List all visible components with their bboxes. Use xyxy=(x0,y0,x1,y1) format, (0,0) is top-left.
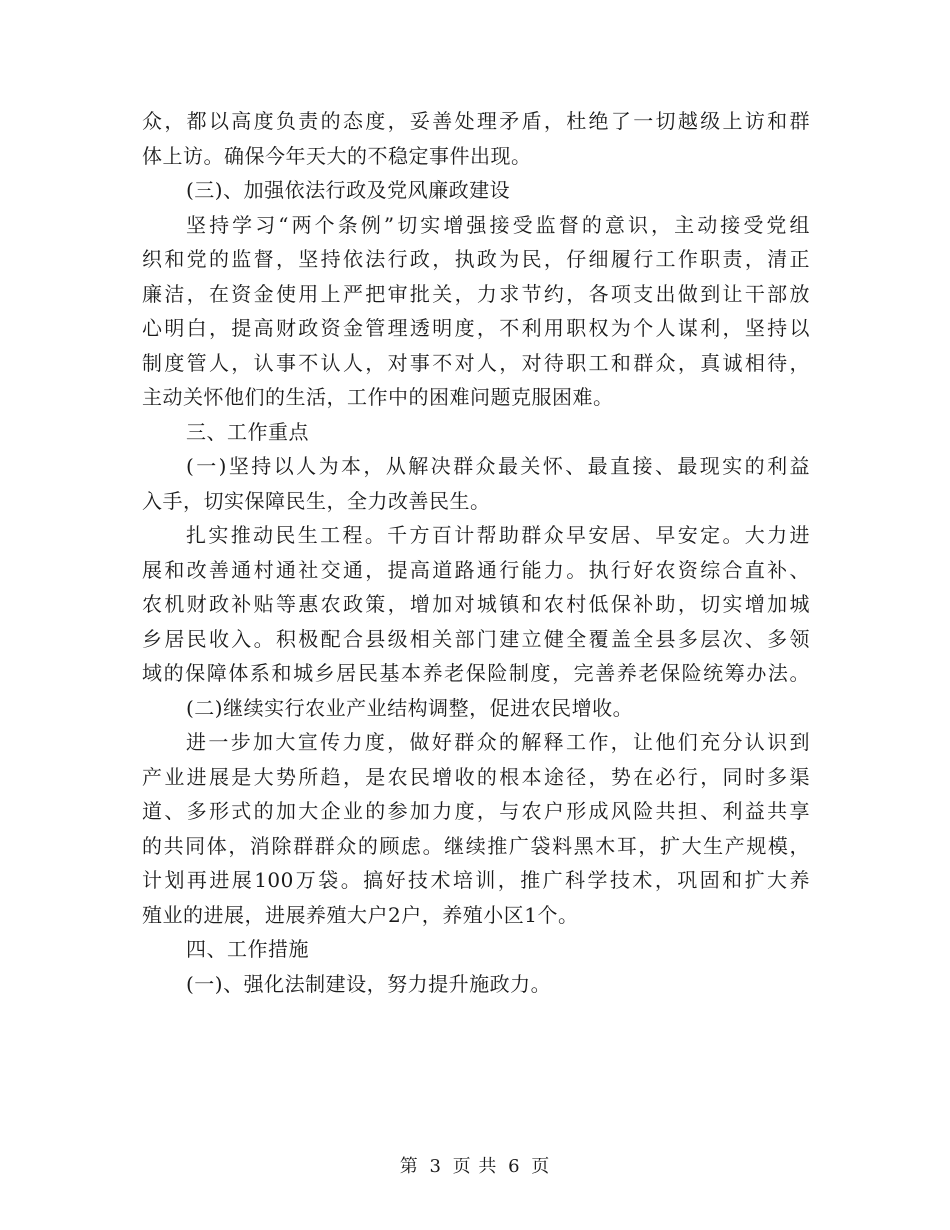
text-line: 三、工作重点 xyxy=(186,419,309,444)
text-line: (一)坚持以人为本，从解决群众最关怀、最直接、最现实的利益 xyxy=(186,454,810,478)
document-body xyxy=(142,104,810,1001)
text-line: 乡居民收入。积极配合县级相关部门建立健全覆盖全县多层次、多领 xyxy=(142,626,810,651)
text-line: 众，都以高度负责的态度，妥善处理矛盾，杜绝了一切越级上访和群 xyxy=(142,109,810,133)
text-line: 进一步加大宣传力度，做好群众的解释工作，让他们充分认识到 xyxy=(186,730,810,754)
footer-current-page: 3 xyxy=(429,1156,442,1177)
text-line: 织和党的监督，坚持依法行政，执政为民，仔细履行工作职责，清正 xyxy=(142,247,810,271)
text-line: 道、多形式的加大企业的参加力度，与农户形成风险共担、利益共享 xyxy=(142,799,810,823)
footer-middle: 页 共 xyxy=(452,1156,498,1177)
text-line: 的共同体，消除群群众的顾虑。继续推广袋料黑木耳，扩大生产规模， xyxy=(142,833,810,858)
text-line: 制度管人，认事不认人，对事不对人，对待职工和群众，真诚相待， xyxy=(142,350,810,375)
footer-suffix: 页 xyxy=(531,1156,551,1177)
text-line: 体上访。确保今年天大的不稳定事件出现。 xyxy=(142,143,532,168)
text-line: (三)、加强依法行政及党风廉政建设 xyxy=(186,178,511,202)
text-line: (一)、强化法制建设，努力提升施政力。 xyxy=(186,971,552,996)
text-line: 扎实推动民生工程。千方百计帮助群众早安居、早安定。大力进 xyxy=(186,523,810,547)
text-line: 入手，切实保障民生，全力改善民生。 xyxy=(142,488,491,513)
text-line: 四、工作措施 xyxy=(186,937,309,961)
text-line: 坚持学习“两个条例”切实增强接受监督的意识，主动接受党组 xyxy=(186,212,810,237)
text-line: 展和改善通村通社交通，提高道路通行能力。执行好农资综合直补、 xyxy=(142,557,810,582)
text-line: (二)继续实行农业产业结构调整，促进农民增收。 xyxy=(186,695,634,720)
text-line: 心明白，提高财政资金管理透明度，不利用职权为个人谋利，坚持以 xyxy=(142,316,810,340)
text-line: 殖业的进展，进展养殖大户2户，养殖小区1个。 xyxy=(142,902,579,927)
text-line: 廉洁，在资金使用上严把审批关，力求节约，各项支出做到让干部放 xyxy=(142,281,810,306)
text-line: 计划再进展100万袋。搞好技术培训，推广科学技术，巩固和扩大养 xyxy=(142,868,810,892)
text-line: 产业进展是大势所趋，是农民增收的根本途径，势在必行，同时多渠 xyxy=(142,764,810,789)
text-line: 农机财政补贴等惠农政策，增加对城镇和农村低保补助，切实增加城 xyxy=(142,592,810,616)
footer-prefix: 第 xyxy=(399,1156,419,1177)
footer-total-pages: 6 xyxy=(508,1156,521,1177)
text-line: 主动关怀他们的生活，工作中的困难问题克服困难。 xyxy=(142,385,614,409)
page-footer xyxy=(0,1152,950,1178)
text-line: 域的保障体系和城乡居民基本养老保险制度，完善养老保险统筹办法。 xyxy=(142,661,810,685)
